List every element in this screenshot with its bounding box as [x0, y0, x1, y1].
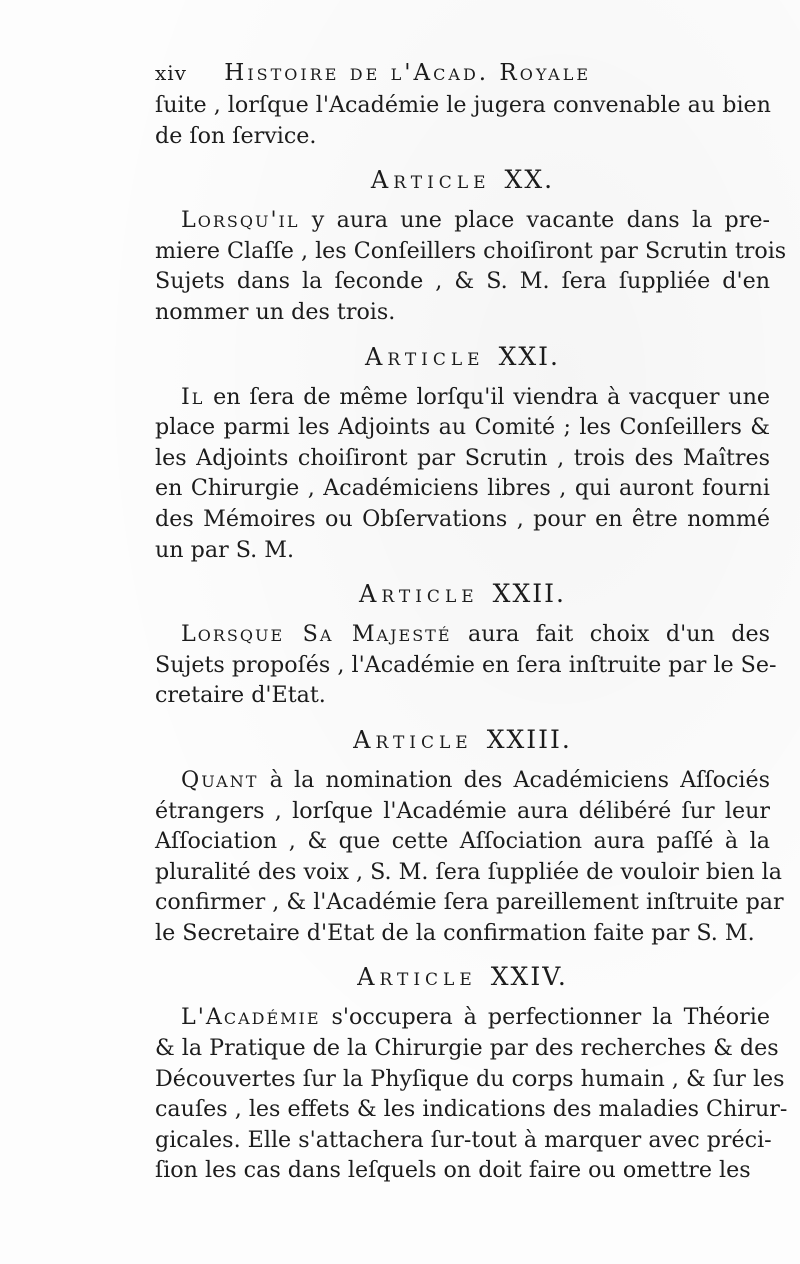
- paragraph: [155, 765, 784, 949]
- text-line: pluralité des voix , S. M. ſera ſuppliée de vouloir bien la: [155, 858, 783, 885]
- text-line: ſion les cas dans leſquels on doit faire ou omettre les: [155, 1157, 751, 1184]
- article-heading: [155, 725, 770, 755]
- paragraph-lead-words: Quant: [181, 766, 259, 793]
- text-line: confirmer , & l'Académie ſera pareillement inſtruite par: [155, 889, 784, 916]
- text-line: Il en ſera de même lorſqu'il viendra à vacquer une: [181, 383, 770, 410]
- text-line: Quant à la nomination des Académiciens Aſſociés: [181, 766, 770, 793]
- running-head: [155, 58, 770, 88]
- text-line: cauſes , les effets & les indications des maladies Chirur-: [155, 1096, 788, 1123]
- text-line: les Adjoints choiſiront par Scrutin , trois des Maîtres: [155, 444, 770, 471]
- article-heading-word: Article: [357, 963, 477, 992]
- text-line: miere Claſſe , les Conſeillers choiſiront par Scrutin trois: [155, 237, 787, 264]
- text-line: des Mémoires ou Obſervations , pour en être nommé: [155, 505, 770, 532]
- text-line: un par S. M.: [155, 536, 295, 563]
- page-number: xiv: [155, 61, 187, 85]
- text-line: place parmi les Adjoints au Comité ; les Conſeillers &: [155, 414, 770, 441]
- paragraph-lead-words: Lorsque Sa Majesté: [181, 621, 452, 648]
- paragraph: [155, 382, 770, 566]
- text-line: de ſon ſervice.: [155, 122, 317, 149]
- text-line: Sujets dans la ſeconde , & S. M. ſera ſuppliée d'en: [155, 268, 770, 295]
- article-heading-word: Article: [364, 342, 485, 371]
- article-heading-number: XX.: [504, 165, 555, 195]
- article-heading-number: XXIV.: [490, 962, 568, 992]
- paragraph-lead-words: Lorsqu'il: [181, 207, 300, 234]
- text-line: Découvertes ſur la Phyſique du corps humain , & ſur les: [155, 1065, 785, 1092]
- text-line: étrangers , lorſque l'Académie aura délibéré ſur leur: [155, 797, 770, 824]
- running-title: Histoire de l'Acad. Royale: [224, 60, 592, 86]
- article-heading: [155, 579, 770, 609]
- paragraph: [155, 90, 770, 151]
- paragraph: [155, 619, 777, 711]
- paragraph-lead-words: Il: [181, 383, 205, 410]
- text-line: gicales. Elle s'attachera ſur-tout à marquer avec préci-: [155, 1126, 772, 1153]
- text-line: & la Pratique de la Chirurgie par des recherches & des: [155, 1035, 779, 1062]
- article-heading-number: XXI.: [498, 341, 560, 371]
- text-line: Aſſociation , & que cette Aſſociation aura paſſé à la: [155, 828, 770, 855]
- article-heading: [155, 165, 770, 195]
- text-line: Lorsqu'il y aura une place vacante dans la pre-: [181, 207, 770, 234]
- article-heading-number: XXIII.: [486, 724, 572, 754]
- text-line: cretaire d'Etat.: [155, 682, 326, 709]
- article-heading: [155, 962, 770, 992]
- paragraph: [155, 205, 787, 327]
- text-line: ſuite , lorſque l'Académie le jugera convenable au bien: [155, 92, 771, 118]
- text-line: en Chirurgie , Académiciens libres , qui auront fourni: [155, 475, 770, 502]
- article-heading-number: XXII.: [492, 579, 566, 609]
- article-heading: [155, 342, 770, 372]
- text-line: le Secretaire d'Etat de la confirmation faite par S. M.: [155, 919, 755, 946]
- article-heading-word: Article: [370, 166, 491, 195]
- text-line: nommer un des trois.: [155, 298, 396, 325]
- article-heading-word: Article: [359, 580, 479, 609]
- text-line: Lorsque Sa Majesté aura fait choix d'un des: [181, 621, 770, 648]
- paragraph: [155, 1002, 788, 1186]
- text-line: L'Académie s'occupera à perfectionner la Théorie: [181, 1004, 770, 1031]
- text-line: Sujets propoſés , l'Académie en ſera inſtruite par le Se-: [155, 651, 777, 678]
- article-heading-word: Article: [353, 725, 473, 754]
- body-text: [155, 90, 788, 1186]
- paragraph-lead-words: L'Académie: [181, 1004, 321, 1031]
